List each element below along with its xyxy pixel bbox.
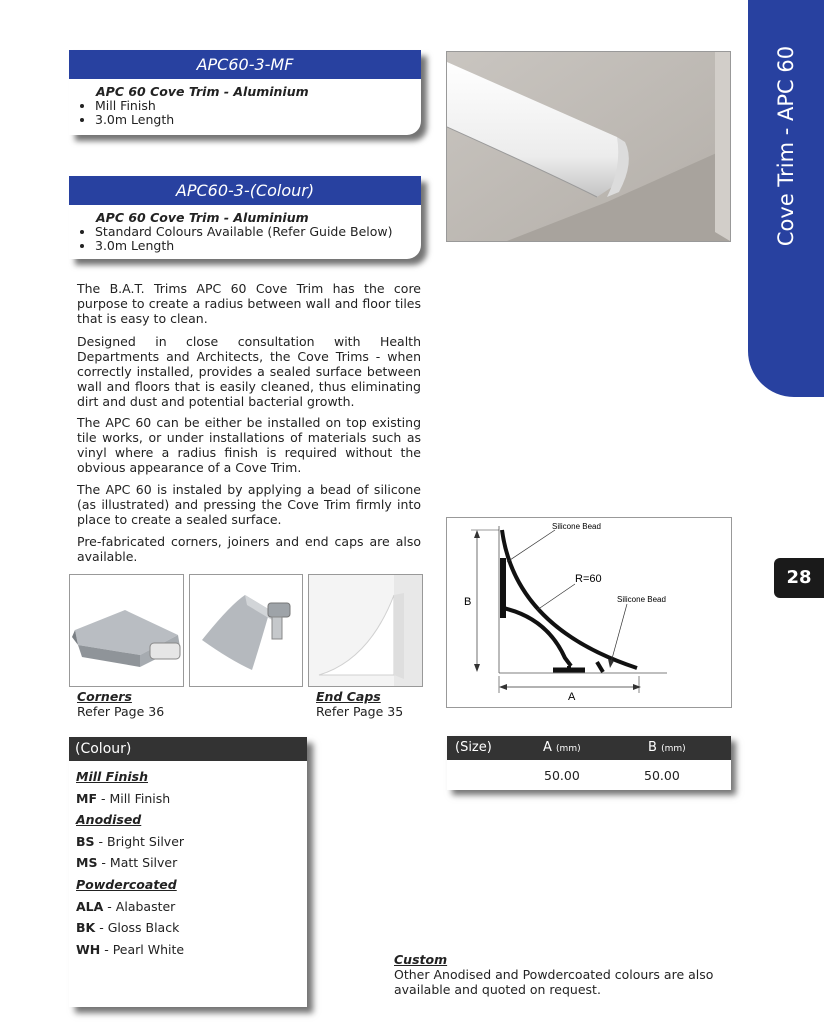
end-caps-caption-title: End Caps	[316, 689, 381, 704]
col-b-label: B	[648, 740, 657, 755]
col-a-header	[543, 740, 581, 755]
size-table-row	[447, 760, 731, 790]
colour-code: BS	[76, 833, 95, 849]
custom-text: Other Anodised and Powdercoated colours are also available and quoted on request.	[394, 967, 714, 997]
colour-item: BK - Gloss Black	[76, 920, 180, 936]
cove-trim-photo	[447, 52, 730, 241]
colour-code: MF	[76, 790, 97, 806]
intro-paragraph: The B.A.T. Trims APC 60 Cove Trim has the core purpose to create a radius between wall and floor tiles that is easy to clean.	[77, 281, 421, 326]
colour-code: BK	[76, 920, 96, 936]
bullet-item: • Mill Finish	[95, 99, 413, 113]
product-bullets	[77, 99, 413, 127]
page-number: 28	[774, 558, 824, 598]
install-options-paragraph: The APC 60 can be either be installed on top existing tile works, or under installations of materials such as vinyl where a radius finish is required without the obvious appearance of a Cove Trim.	[77, 415, 421, 475]
colour-item: MF - Mill Finish	[76, 790, 171, 806]
col-a-label: A	[543, 740, 552, 755]
colour-guide-header: (Colour)	[69, 737, 307, 761]
product-code: APC60-3-(Colour)	[69, 176, 421, 205]
colour-group-label: Mill Finish	[76, 769, 148, 784]
end-caps-caption	[316, 689, 403, 719]
col-a-unit: (mm)	[556, 744, 581, 754]
accessories-paragraph: Pre-fabricated corners, joiners and end caps are also available.	[77, 534, 421, 564]
colour-item: ALA - Alabaster	[76, 898, 176, 914]
colour-name: Gloss Black	[107, 920, 180, 936]
corners-caption	[77, 689, 164, 719]
product-subtitle: APC 60 Cove Trim - Aluminium	[96, 210, 309, 225]
colour-group-title	[76, 874, 307, 896]
colour-group-title	[76, 766, 307, 788]
dimension-b-label: B	[464, 596, 472, 608]
size-table	[447, 736, 731, 790]
colour-guide	[69, 737, 307, 1007]
profile-drawing	[447, 518, 731, 707]
silicone-bead-label-top: Silicone Bead	[552, 522, 601, 531]
outer-corner-image	[70, 575, 183, 686]
product-details	[69, 79, 421, 133]
inner-corner-image	[190, 575, 302, 686]
product-box-mf	[69, 50, 421, 135]
end-cap-image	[309, 575, 422, 686]
product-photo	[446, 51, 731, 242]
product-bullets	[77, 225, 413, 253]
installation-paragraph: The APC 60 is instaled by applying a bead of silicone (as illustrated) and pressing the Cove Trim firmly into place to create a sealed surface.	[77, 482, 421, 527]
corners-caption-title: Corners	[77, 689, 132, 704]
product-box-colour	[69, 176, 421, 259]
col-b-header	[648, 740, 686, 755]
profile-diagram	[446, 517, 732, 708]
value-b: 50.00	[644, 768, 680, 783]
product-subtitle: APC 60 Cove Trim - Aluminium	[96, 84, 309, 99]
section-tab-title: Cove Trim - APC 60	[774, 45, 798, 247]
colour-name: Bright Silver	[107, 833, 185, 849]
corners-caption-ref: Refer Page 36	[77, 704, 165, 719]
colour-code: MS	[76, 855, 98, 871]
corner-photo-2	[189, 574, 303, 687]
colour-group-title	[76, 809, 307, 831]
colour-item: WH - Pearl White	[76, 941, 185, 957]
size-table-header	[447, 736, 731, 760]
colour-name: Alabaster	[115, 898, 176, 914]
colour-name: Pearl White	[112, 941, 185, 957]
custom-title: Custom	[394, 952, 448, 967]
colour-group-label: Powdercoated	[76, 876, 177, 892]
colour-name: Mill Finish	[109, 790, 171, 806]
bullet-item: • Standard Colours Available (Refer Guide Below)	[95, 225, 413, 239]
end-cap-photo	[308, 574, 423, 687]
product-details	[69, 205, 421, 259]
design-paragraph: Designed in close consultation with Health Departments and Architects, the Cove Trims - when correctly installed, provides a sealed surface between wall and floors that is easily cleaned, thus eliminating dirt and dust and potential bacterial growth.	[77, 334, 421, 409]
product-code: APC60-3-MF	[69, 50, 421, 79]
radius-label: R=60	[575, 573, 602, 585]
corner-photo-1	[69, 574, 184, 687]
colour-list	[69, 761, 307, 960]
colour-item: BS - Bright Silver	[76, 833, 185, 849]
silicone-bead-label-right: Silicone Bead	[617, 595, 666, 604]
value-a: 50.00	[544, 768, 580, 783]
colour-item: MS - Matt Silver	[76, 855, 178, 871]
bullet-item: • 3.0m Length	[95, 113, 413, 127]
bullet-item: • 3.0m Length	[95, 239, 413, 253]
colour-name: Matt Silver	[109, 855, 178, 871]
end-caps-caption-ref: Refer Page 35	[316, 704, 404, 719]
col-b-unit: (mm)	[661, 744, 686, 754]
colour-code: WH	[76, 941, 101, 957]
size-header-label: (Size)	[455, 740, 492, 755]
custom-note	[394, 952, 724, 997]
dimension-a-label: A	[568, 691, 576, 703]
colour-code: ALA	[76, 898, 104, 914]
colour-group-label: Anodised	[76, 812, 142, 828]
